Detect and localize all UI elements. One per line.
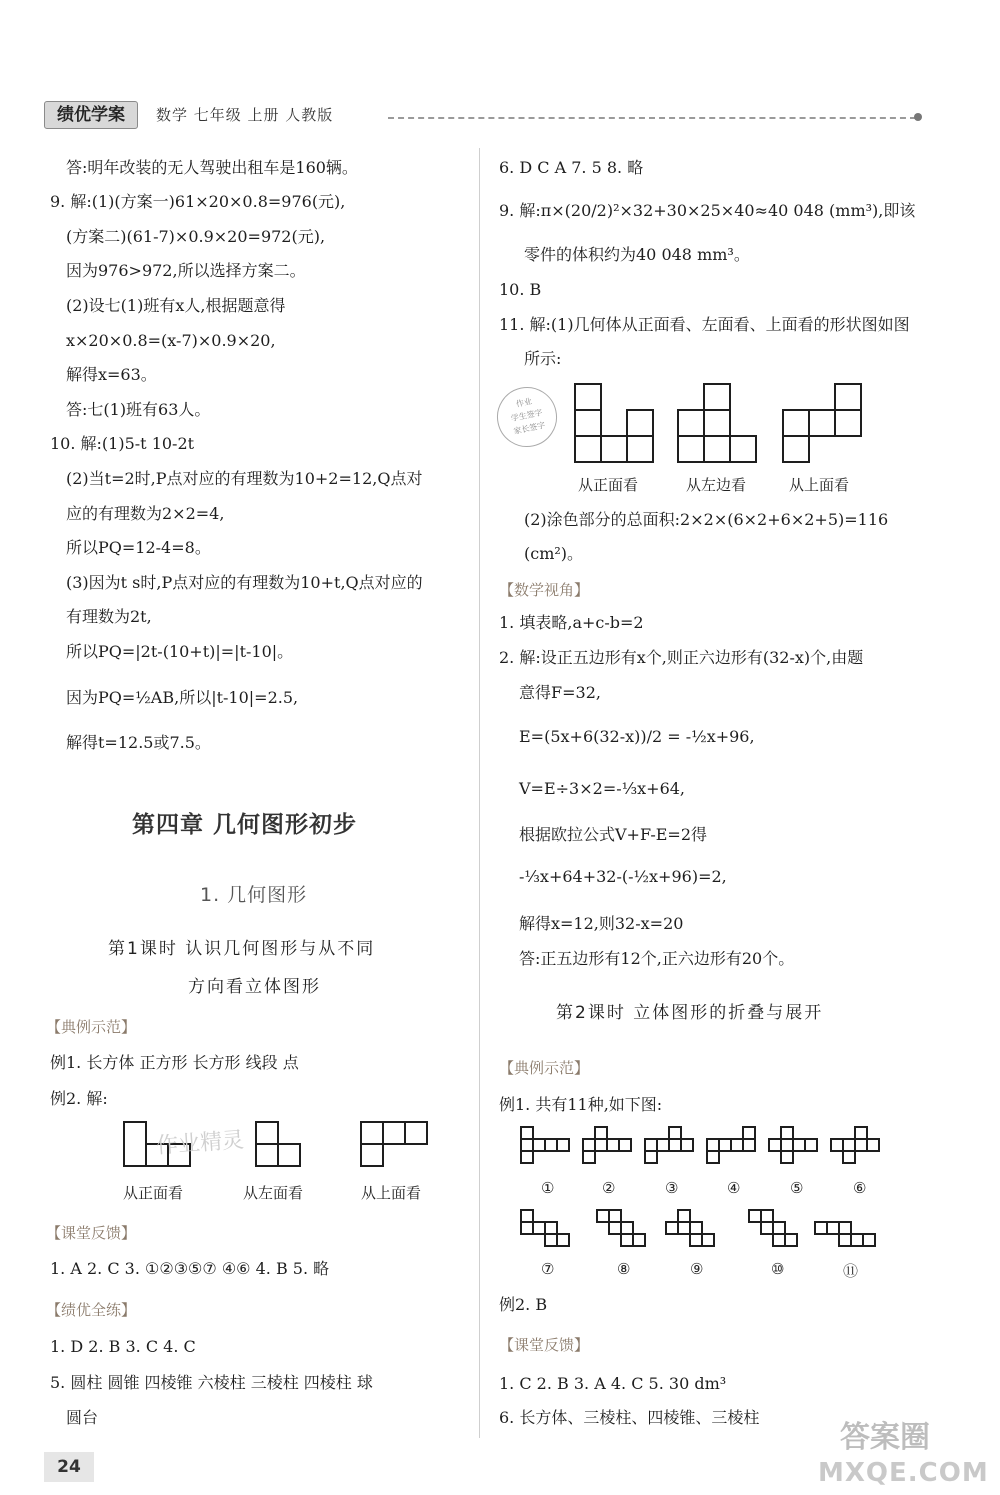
cube-net-2: [583, 1127, 643, 1177]
homework-stamp: 作业 学生签字 家长签字: [491, 381, 562, 452]
cube-net-8: [597, 1210, 657, 1254]
q11-unit: (cm²)。: [524, 544, 584, 563]
answer-line: 9. 解:π×(20/2)²×32+30×25×40≈40 048 (mm³),即该: [499, 201, 916, 220]
answer-line: 应的有理数为2×2=4,: [66, 504, 225, 523]
header-dot: [914, 113, 922, 121]
answer-line: 答:明年改装的无人驾驶出租车是160辆。: [66, 158, 358, 177]
answer-line: (方案二)(61-7)×0.9×20=972(元),: [66, 227, 326, 246]
cube-net-1: [521, 1127, 581, 1177]
example-1: 例1. 长方体 正方形 长方形 线段 点: [50, 1053, 299, 1072]
answer-line: 解得t=12.5或7.5。: [66, 733, 211, 752]
view-caption: 从左面看: [243, 1184, 304, 1202]
answer-line: 有理数为2t,: [66, 607, 152, 626]
cube-net-10: [749, 1210, 809, 1254]
view-caption: 从上面看: [789, 476, 850, 494]
math-view-line: 1. 填表略,a+c-b=2: [499, 613, 644, 632]
net-label: ④: [727, 1179, 741, 1197]
feedback-answers: 1. A 2. C 3. ①②③⑤⑦ ④⑥ 4. B 5. 略: [50, 1259, 330, 1278]
answer-line: 所示:: [524, 349, 562, 368]
example-2: 例2. 解:: [50, 1089, 108, 1108]
answer-line: 因为PQ=½AB,所以|t-10|=2.5,: [66, 688, 299, 707]
lesson-2-title: 第2课时 立体图形的折叠与展开: [556, 1003, 824, 1023]
example-2: 例2. B: [499, 1295, 548, 1314]
section-title: 1. 几何图形: [200, 884, 308, 906]
math-view-line: 根据欧拉公式V+F-E=2得: [519, 825, 708, 844]
section-heading-examples: 【典例示范】: [46, 1018, 137, 1036]
q11-front-view: [575, 384, 657, 464]
section-heading-examples: 【典例示范】: [499, 1059, 590, 1077]
answer-line: 所以PQ=|2t-(10+t)|=|t-10|。: [66, 642, 294, 661]
cube-net-4: [707, 1127, 767, 1177]
column-divider: [479, 148, 480, 1438]
answer-line: 因为976>972,所以选择方案二。: [66, 261, 306, 280]
cube-net-11: [815, 1222, 887, 1254]
q11-part2: (2)涂色部分的总面积:2×2×(6×2+6×2+5)=116: [524, 510, 889, 529]
net-label: ⑦: [541, 1260, 555, 1278]
answer-line: x×20×0.8=(x-7)×0.9×20,: [66, 331, 276, 350]
view-caption: 从正面看: [123, 1184, 184, 1202]
lesson-title: 第1课时 认识几何图形与从不同: [108, 939, 376, 959]
cube-net-5: [769, 1127, 829, 1177]
cube-net-6: [831, 1127, 891, 1177]
header-subtitle: 数学 七年级 上册 人教版: [156, 106, 334, 124]
net-label: ③: [665, 1179, 679, 1197]
math-view-line: 2. 解:设正五边形有x个,则正六边形有(32-x)个,由题: [499, 648, 864, 667]
cube-net-3: [645, 1127, 705, 1177]
feedback-q6: 6. 长方体、三棱柱、四棱锥、三棱柱: [499, 1408, 760, 1427]
series-badge: 绩优学案: [44, 101, 138, 129]
net-label: ⑥: [853, 1179, 867, 1197]
math-view-line: -⅓x+64+32-(-½x+96)=2,: [519, 867, 727, 886]
math-view-line: V=E÷3×2=-⅓x+64,: [519, 779, 686, 798]
section-heading-practice: 【绩优全练】: [46, 1301, 137, 1319]
watermark-logo: 答案圈: [840, 1420, 930, 1455]
section-heading-feedback: 【课堂反馈】: [46, 1224, 137, 1242]
view-caption: 从左边看: [686, 476, 747, 494]
net-label: ⑧: [617, 1260, 631, 1278]
practice-answers: 1. D 2. B 3. C 4. C: [50, 1337, 196, 1356]
top-view-figure: [361, 1122, 429, 1168]
q11-left-view: [678, 384, 760, 464]
answer-line: (2)当t=2时,P点对应的有理数为10+2=12,Q点对: [66, 469, 423, 488]
answer-line: 6. D C A 7. 5 8. 略: [499, 158, 644, 177]
net-label: ⑩: [771, 1260, 785, 1278]
practice-q5: 5. 圆柱 圆锥 四棱锥 六棱柱 三棱柱 四棱柱 球: [50, 1373, 373, 1392]
math-view-line: E=(5x+6(32-x))/2 = -½x+96,: [519, 727, 755, 746]
net-label: ⑤: [790, 1179, 804, 1197]
answer-line: 11. 解:(1)几何体从正面看、左面看、上面看的形状图如图: [499, 315, 910, 334]
answer-line: 解得x=63。: [66, 365, 157, 384]
watermark-url: MXQE.COM: [818, 1458, 989, 1488]
lesson-title-cont: 方向看立体图形: [188, 977, 321, 997]
header-dashed-rule: [388, 117, 916, 119]
math-view-line: 答:正五边形有12个,正六边形有20个。: [519, 949, 795, 968]
answer-line: 9. 解:(1)(方案一)61×20×0.8=976(元),: [50, 192, 346, 211]
answer-line: (3)因为t s时,P点对应的有理数为10+t,Q点对应的: [66, 573, 423, 592]
cube-net-7: [521, 1210, 581, 1254]
answer-line: (2)设七(1)班有x人,根据题意得: [66, 296, 286, 315]
view-caption: 从上面看: [361, 1184, 422, 1202]
chapter-title: 第四章 几何图形初步: [132, 812, 358, 838]
answer-line: 10. 解:(1)5-t 10-2t: [50, 434, 195, 453]
answer-line: 10. B: [499, 280, 542, 299]
q11-top-view: [783, 384, 865, 464]
left-view-figure: [256, 1122, 302, 1168]
practice-q5-cont: 圆台: [66, 1408, 99, 1427]
example-1: 例1. 共有11种,如下图:: [499, 1095, 663, 1114]
net-label: ⑪: [843, 1262, 859, 1280]
answer-line: 所以PQ=12-4=8。: [66, 538, 211, 557]
net-label: ⑨: [690, 1260, 704, 1278]
net-label: ①: [541, 1179, 555, 1197]
math-view-line: 意得F=32,: [519, 683, 601, 702]
section-heading-math-view: 【数学视角】: [499, 581, 590, 599]
answer-line: 零件的体积约为40 048 mm³。: [524, 245, 750, 264]
watermark-left: 作业精灵: [155, 1127, 245, 1160]
view-caption: 从正面看: [578, 476, 639, 494]
math-view-line: 解得x=12,则32-x=20: [519, 914, 684, 933]
page-number: 24: [44, 1452, 94, 1482]
section-heading-feedback: 【课堂反馈】: [499, 1336, 590, 1354]
feedback-answers: 1. C 2. B 3. A 4. C 5. 30 dm³: [499, 1374, 727, 1393]
cube-net-9: [666, 1210, 726, 1254]
answer-line: 答:七(1)班有63人。: [66, 400, 211, 419]
net-label: ②: [602, 1179, 616, 1197]
